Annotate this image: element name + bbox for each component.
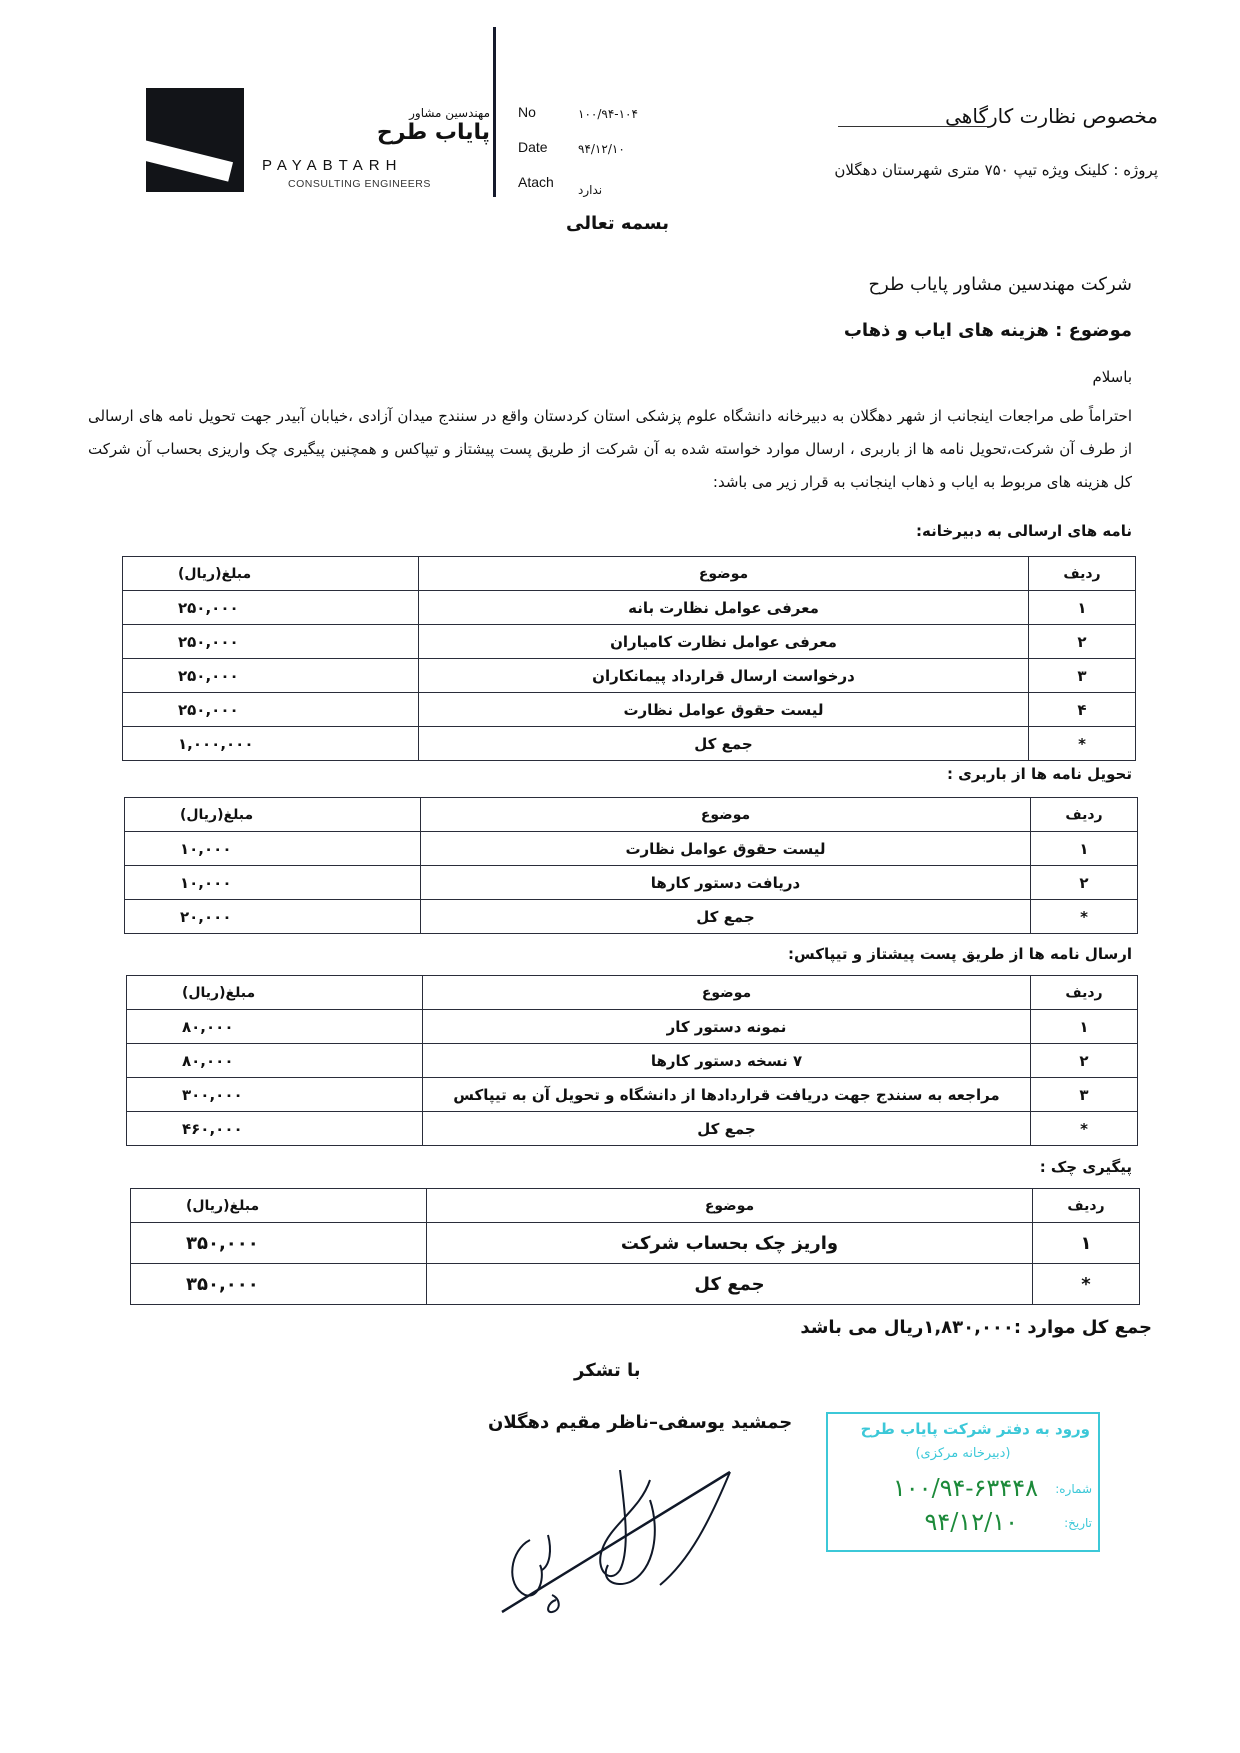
header-subject: موضوع xyxy=(423,976,1031,1010)
received-stamp xyxy=(826,1412,1100,1552)
project-name: پروژه : کلینک ویژه تیپ ۷۵۰ متری شهرستان دهگلان xyxy=(834,161,1158,179)
table-total-row xyxy=(127,1112,1138,1146)
row-number: ۲ xyxy=(1031,1044,1138,1078)
total-marker: * xyxy=(1031,1112,1138,1146)
stamp-subtitle: (دبیرخانه مرکزی) xyxy=(915,1446,1011,1461)
header-subject: موضوع xyxy=(427,1189,1033,1223)
cost-table xyxy=(124,797,1138,934)
row-number: ۲ xyxy=(1029,625,1136,659)
date-label: Date xyxy=(518,139,548,155)
cost-table xyxy=(126,975,1138,1146)
letter-body: احتراماً طی مراجعات اینجانب از شهر دهگلان به دبیرخانه دانشگاه علوم پزشکی استان کردستان واقع در سنندج میدان آزادی ،خیابان آبیدر جهت تحویل نامه های ارسالی از طرف آن شرکت،تحویل نامه ها از باربری ، ارسال موارد خواسته شده به آن شرکت از طریق پست پیشتاز و تیپاکس و همچنین پیگیری چک واریزی بحساب آن شرکت کل هزینه های مربوط به ایاب و ذهاب اینجانب به قرار زیر می باشد: xyxy=(88,407,1132,491)
total-amount: ۴۶۰,۰۰۰ xyxy=(127,1112,423,1146)
table-header-row xyxy=(131,1189,1140,1223)
row-amount: ۱۰,۰۰۰ xyxy=(125,832,421,866)
row-number: ۱ xyxy=(1031,832,1138,866)
row-subject: واریز چک بحساب شرکت xyxy=(427,1223,1033,1264)
header-row-number: ردیف xyxy=(1031,798,1138,832)
table-row xyxy=(131,1223,1140,1264)
table-total-row xyxy=(131,1264,1140,1305)
document-category-title: مخصوص نظارت کارگاهی xyxy=(945,104,1158,128)
company-logo-mark xyxy=(146,88,244,192)
row-subject: معرفی عوامل نظارت بانه xyxy=(419,591,1029,625)
table-row xyxy=(125,832,1138,866)
total-amount: ۱,۰۰۰,۰۰۰ xyxy=(123,727,419,761)
table-total-row xyxy=(125,900,1138,934)
section-title: تحویل نامه ها از باربری : xyxy=(946,765,1132,783)
row-number: ۳ xyxy=(1029,659,1136,693)
row-amount: ۱۰,۰۰۰ xyxy=(125,866,421,900)
table-row xyxy=(127,1044,1138,1078)
recipient: شرکت مهندسین مشاور پایاب طرح xyxy=(868,274,1132,295)
closing-thanks: با تشکر xyxy=(574,1360,641,1381)
row-subject: درخواست ارسال قرارداد پیمانکاران xyxy=(419,659,1029,693)
signer-name: جمشید یوسفی–ناظر مقیم دهگلان xyxy=(488,1412,793,1433)
row-number: ۱ xyxy=(1029,591,1136,625)
logo-tagline-en: CONSULTING ENGINEERS xyxy=(288,178,431,190)
total-amount: ۲۰,۰۰۰ xyxy=(125,900,421,934)
row-subject: نمونه دستور کار xyxy=(423,1010,1031,1044)
cost-table xyxy=(130,1188,1140,1305)
table-row xyxy=(123,591,1136,625)
row-amount: ۲۵۰,۰۰۰ xyxy=(123,659,419,693)
bismillah-heading: بسمه تعالی xyxy=(566,213,669,234)
row-amount: ۳۵۰,۰۰۰ xyxy=(131,1223,427,1264)
header-amount: مبلغ(ریال) xyxy=(127,976,423,1010)
logo-name-fa: پایاب طرح xyxy=(376,120,490,145)
row-subject: مراجعه به سنندج جهت دریافت قراردادها از دانشگاه و تحویل آن به تیپاکس xyxy=(423,1078,1031,1112)
row-subject: لیست حقوق عوامل نظارت xyxy=(421,832,1031,866)
total-marker: * xyxy=(1031,900,1138,934)
table-row xyxy=(123,693,1136,727)
header-subject: موضوع xyxy=(419,557,1029,591)
table-total-row xyxy=(123,727,1136,761)
row-amount: ۸۰,۰۰۰ xyxy=(127,1010,423,1044)
table-row xyxy=(123,625,1136,659)
section-title: ارسال نامه ها از طریق پست پیشتاز و تیپاکس: xyxy=(788,945,1132,963)
section-title: نامه های ارسالی به دبیرخانه: xyxy=(916,522,1132,540)
stamp-date-value: ۹۴/۱۲/۱۰ xyxy=(924,1508,1018,1536)
header-amount: مبلغ(ریال) xyxy=(131,1189,427,1223)
total-label: جمع کل xyxy=(419,727,1029,761)
row-number: ۳ xyxy=(1031,1078,1138,1112)
header-row-number: ردیف xyxy=(1029,557,1136,591)
header-divider xyxy=(493,27,496,197)
row-amount: ۲۵۰,۰۰۰ xyxy=(123,693,419,727)
row-number: ۱ xyxy=(1031,1010,1138,1044)
total-marker: * xyxy=(1029,727,1136,761)
row-amount: ۳۰۰,۰۰۰ xyxy=(127,1078,423,1112)
header-subject: موضوع xyxy=(421,798,1031,832)
row-subject: ۷ نسخه دستور کارها xyxy=(423,1044,1031,1078)
row-amount: ۸۰,۰۰۰ xyxy=(127,1044,423,1078)
total-label: جمع کل xyxy=(427,1264,1033,1305)
header-row-number: ردیف xyxy=(1031,976,1138,1010)
row-number: ۴ xyxy=(1029,693,1136,727)
date-value: ۹۴/۱۲/۱۰ xyxy=(578,142,625,156)
total-amount: ۳۵۰,۰۰۰ xyxy=(131,1264,427,1305)
table-header-row xyxy=(125,798,1138,832)
table-row xyxy=(127,1078,1138,1112)
total-marker: * xyxy=(1033,1264,1140,1305)
stamp-date-label: تاریخ: xyxy=(1064,1516,1092,1530)
title-underline xyxy=(838,126,988,127)
table-row xyxy=(123,659,1136,693)
stamp-number-label: شماره: xyxy=(1055,1482,1092,1496)
header-row-number: ردیف xyxy=(1033,1189,1140,1223)
table-header-row xyxy=(127,976,1138,1010)
no-value: ۱۰۰/۹۴-۱۰۴ xyxy=(578,107,638,121)
stamp-number-value: ۱۰۰/۹۴-۶۳۴۴۸ xyxy=(892,1474,1038,1502)
row-number: ۲ xyxy=(1031,866,1138,900)
row-subject: معرفی عوامل نظارت کامیاران xyxy=(419,625,1029,659)
table-header-row xyxy=(123,557,1136,591)
header-amount: مبلغ(ریال) xyxy=(123,557,419,591)
grand-total: جمع کل موارد :۱,۸۳۰,۰۰۰ریال می باشد xyxy=(800,1317,1152,1338)
row-number: ۱ xyxy=(1033,1223,1140,1264)
section-title: پیگیری چک : xyxy=(1039,1158,1132,1176)
total-label: جمع کل xyxy=(421,900,1031,934)
table-row xyxy=(127,1010,1138,1044)
logo-subtitle-fa: مهندسین مشاور xyxy=(409,106,490,120)
salutation: باسلام xyxy=(1092,368,1132,386)
handwritten-signature xyxy=(490,1470,750,1620)
attach-value: ندارد xyxy=(578,183,603,197)
no-label: No xyxy=(518,104,536,120)
stamp-title: ورود به دفتر شرکت پایاب طرح xyxy=(860,1420,1090,1438)
row-subject: لیست حقوق عوامل نظارت xyxy=(419,693,1029,727)
row-amount: ۲۵۰,۰۰۰ xyxy=(123,625,419,659)
letter-subject: موضوع : هزینه های ایاب و ذهاب xyxy=(843,320,1132,341)
row-amount: ۲۵۰,۰۰۰ xyxy=(123,591,419,625)
attach-label: Atach xyxy=(518,174,554,190)
cost-table xyxy=(122,556,1136,761)
row-subject: دریافت دستور کارها xyxy=(421,866,1031,900)
table-row xyxy=(125,866,1138,900)
header-amount: مبلغ(ریال) xyxy=(125,798,421,832)
total-label: جمع کل xyxy=(423,1112,1031,1146)
logo-name-en: PAYABTARH xyxy=(262,157,403,174)
